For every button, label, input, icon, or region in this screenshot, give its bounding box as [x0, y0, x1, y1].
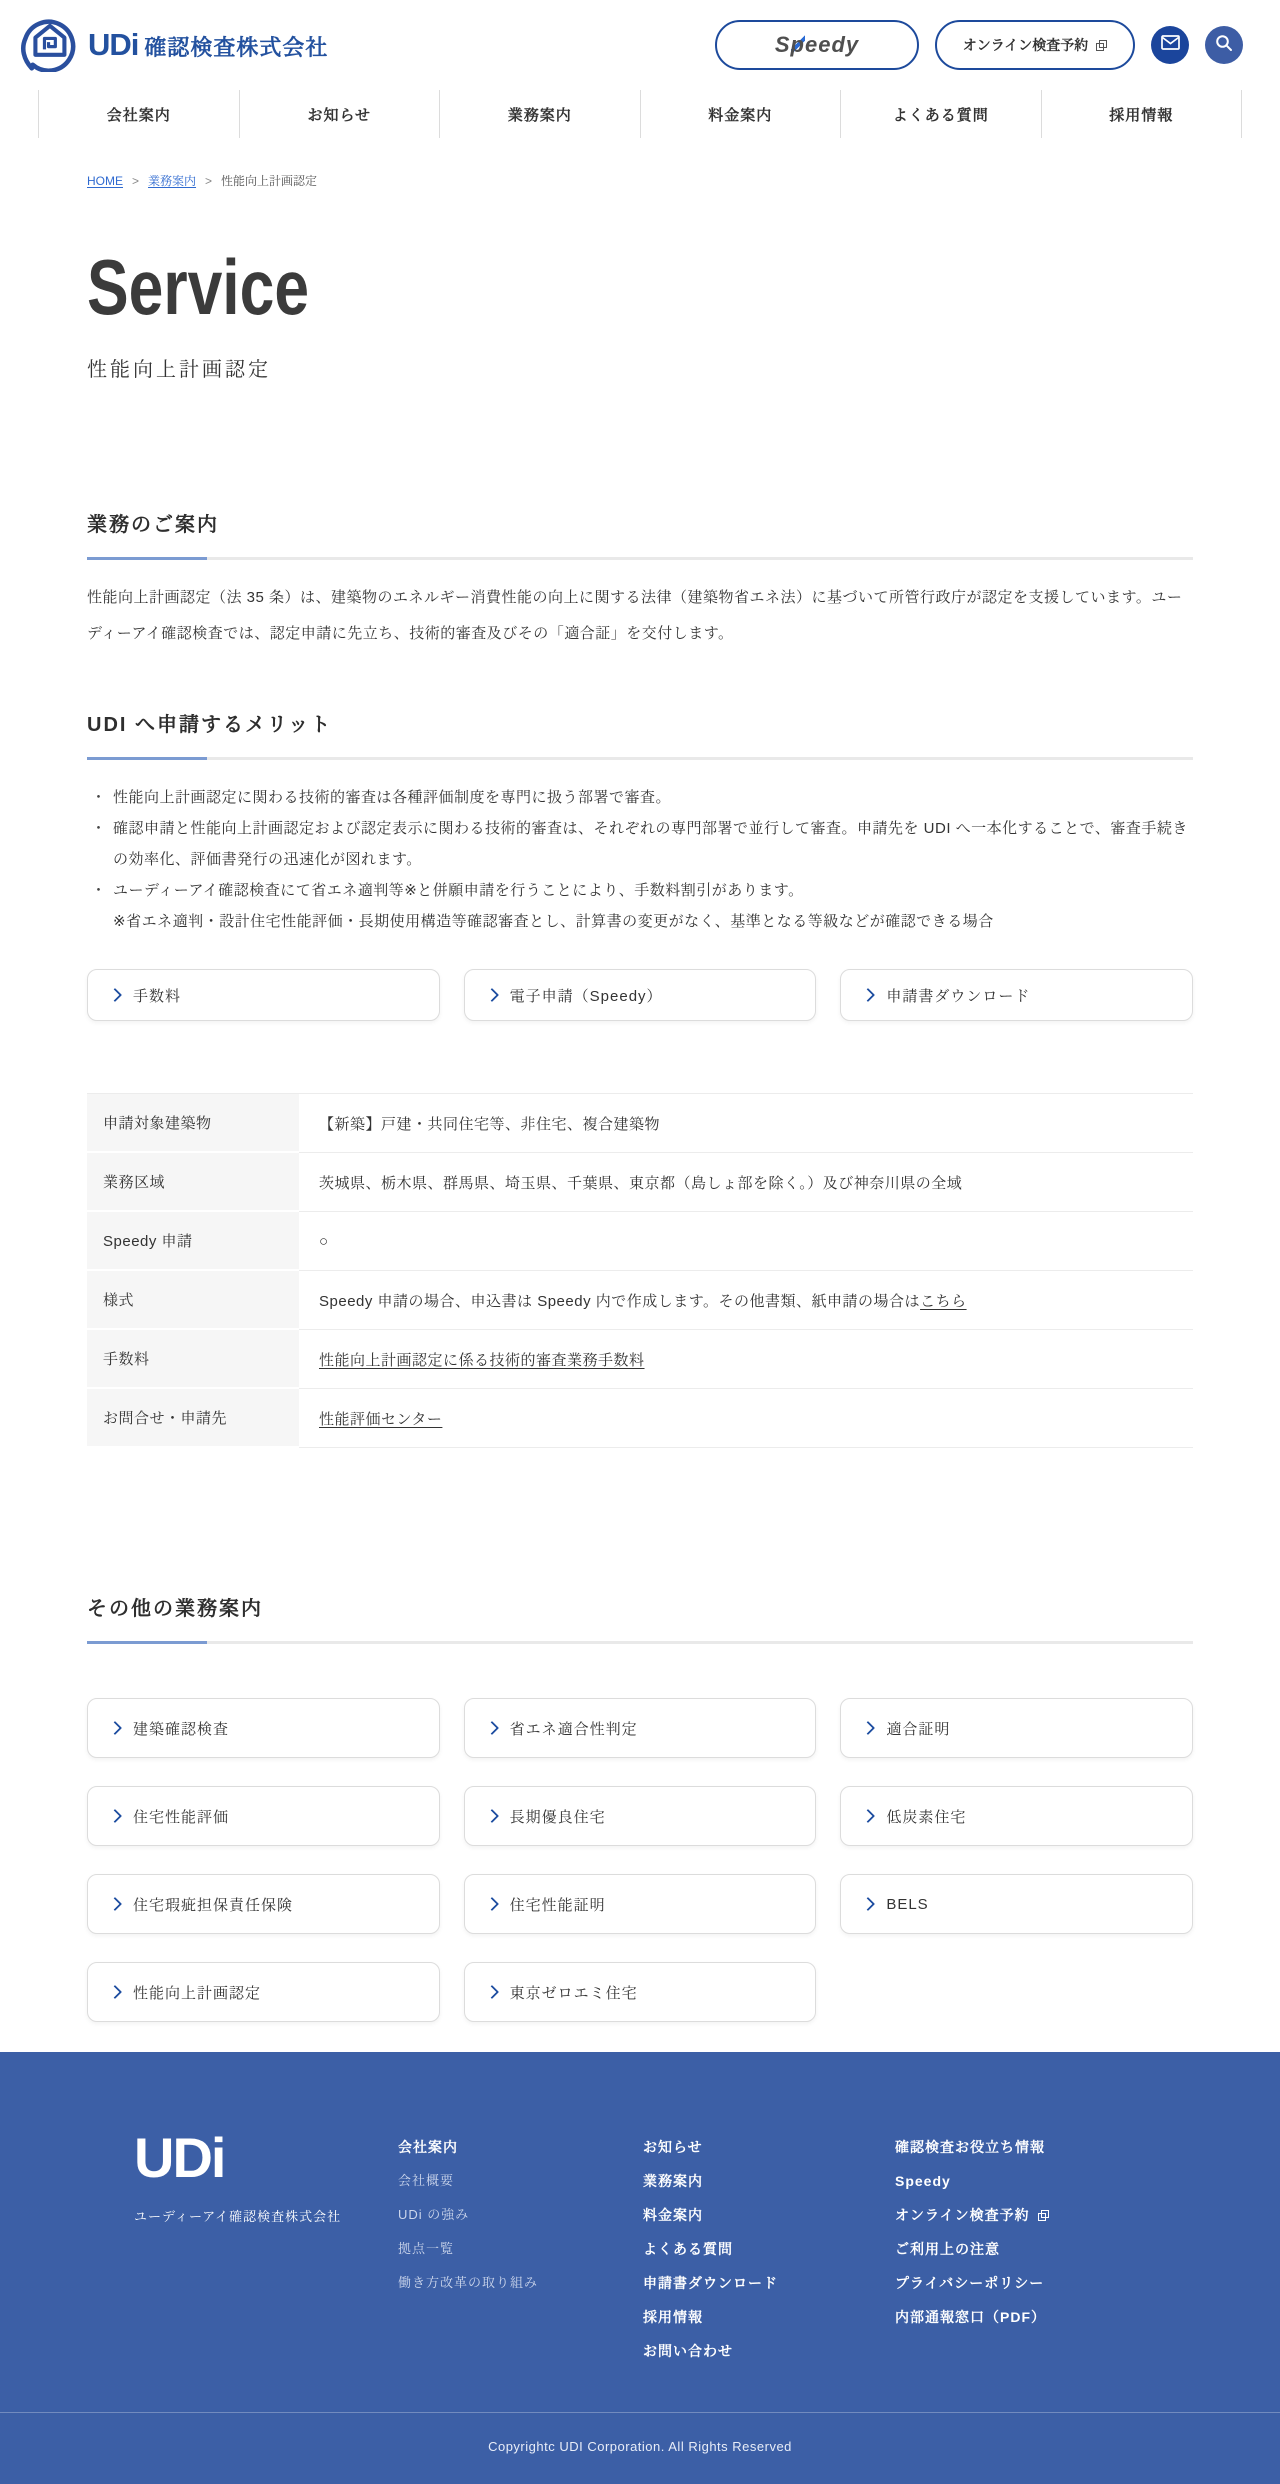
quick-link-speedy-application[interactable]	[464, 969, 817, 1021]
footer-link-speedy[interactable]: Speedy	[895, 2173, 951, 2189]
guide-body: 性能向上計画認定（法 35 条）は、建築物のエネルギー消費性能の向上に関する法律（建築物省エネ法）に基づいて所管行政庁が認定を支援しています。ユーディーアイ確認検査では、認定申請に先立ち、技術的審査及びその「適合証」を交付します。	[87, 589, 1183, 642]
service-link-performance-improvement-plan[interactable]	[87, 1962, 440, 2022]
search-icon	[1215, 34, 1233, 57]
section-guide	[87, 508, 1193, 652]
footer-link-locations[interactable]: 拠点一覧	[398, 2241, 455, 2256]
row-value: 【新築】戸建・共同住宅等、非住宅、複合建築物	[299, 1094, 1193, 1153]
merit-note: ※省エネ適判・設計住宅性能評価・長期使用構造等確認審査とし、計算書の変更がなく、基準となる等級などが確認できる場合	[113, 913, 994, 930]
chevron-right-icon	[485, 988, 499, 1002]
footer-link-fees[interactable]: 料金案内	[643, 2207, 703, 2223]
search-button[interactable]	[1205, 26, 1243, 64]
footer-link-usage-notes[interactable]: ご利用上の注意	[895, 2241, 1000, 2257]
online-reserve-label: オンライン検査予約	[962, 37, 1089, 53]
row-label: 申請対象建築物	[87, 1094, 299, 1153]
evaluation-center-link[interactable]: 性能評価センター	[319, 1410, 443, 1428]
footer-link-useful-info[interactable]: 確認検査お役立ち情報	[895, 2139, 1045, 2155]
row-value: 茨城県、栃木県、群馬県、埼玉県、千葉県、東京都（島しょ部を除く。）及び神奈川県の全域	[299, 1153, 1193, 1212]
nav-item-fees[interactable]: 料金案内	[640, 90, 841, 138]
footer-link-recruit[interactable]: 採用情報	[643, 2309, 703, 2325]
footer-content	[0, 2126, 1280, 2368]
site-logo[interactable]	[20, 14, 328, 77]
chevron-right-icon	[108, 1721, 122, 1735]
footer-link-online-reserve[interactable]	[895, 2198, 1280, 2232]
udi-logo-icon	[20, 14, 78, 77]
site-footer	[0, 2052, 1280, 2484]
table-row	[87, 1330, 1193, 1389]
row-label: 業務区域	[87, 1153, 299, 1212]
service-link-long-term-quality-housing[interactable]	[464, 1786, 817, 1846]
footer-link-udi-strengths[interactable]: UDi の強み	[398, 2207, 470, 2222]
copyright-text: Copyrightc UDI Corporation. All Rights Reserved	[488, 2439, 792, 2454]
breadcrumb-separator: >	[205, 173, 213, 188]
chevron-right-icon	[485, 1897, 499, 1911]
row-value-text: Speedy 申請の場合、申込書は Speedy 内で作成します。その他書類、紙申請の場合は	[319, 1292, 921, 1310]
logo-brand: UDi	[88, 27, 139, 62]
row-label: お問合せ・申請先	[87, 1389, 299, 1448]
online-reserve-button[interactable]	[935, 20, 1135, 70]
breadcrumb	[87, 172, 1193, 189]
service-link-label: 住宅性能証明	[509, 1896, 606, 1914]
chevron-right-icon	[108, 1985, 122, 1999]
section-other-services	[87, 1592, 1193, 2022]
quick-link-download[interactable]	[840, 969, 1193, 1021]
chevron-right-icon	[108, 988, 122, 1002]
row-label: 手数料	[87, 1330, 299, 1389]
footer-link-news[interactable]: お知らせ	[643, 2139, 703, 2155]
footer-link-whistleblower-pdf[interactable]: 内部通報窓口（PDF）	[895, 2309, 1046, 2325]
chevron-right-icon	[861, 1721, 875, 1735]
kochira-link[interactable]: こちら	[920, 1292, 967, 1310]
speedy-logo: Speedy	[774, 32, 860, 57]
section-divider	[87, 757, 1193, 760]
row-value	[299, 1271, 1193, 1330]
service-link-energy-conformity[interactable]	[464, 1698, 817, 1758]
breadcrumb-current: 性能向上計画認定	[221, 174, 318, 188]
external-link-icon	[1038, 2210, 1049, 2221]
guide-heading: 業務のご案内	[87, 514, 219, 536]
table-row	[87, 1271, 1193, 1330]
fees-detail-link[interactable]: 性能向上計画認定に係る技術的審査業務手数料	[319, 1351, 645, 1369]
logo-text	[88, 27, 328, 63]
service-link-housing-performance-certificate[interactable]	[464, 1874, 817, 1934]
breadcrumb-services[interactable]: 業務案内	[148, 174, 197, 188]
footer-column-site	[643, 2130, 895, 2368]
row-label: 様式	[87, 1271, 299, 1330]
quick-link-fees[interactable]	[87, 969, 440, 1021]
table-row	[87, 1153, 1193, 1212]
service-link-label: 建築確認検査	[133, 1720, 230, 1738]
footer-link-contact[interactable]: お問い合わせ	[643, 2343, 733, 2359]
quick-link-label: 電子申請（Speedy）	[509, 987, 663, 1005]
service-link-low-carbon-housing[interactable]	[840, 1786, 1193, 1846]
row-value	[299, 1330, 1193, 1389]
service-link-label: 省エネ適合性判定	[509, 1720, 638, 1738]
footer-link-services[interactable]: 業務案内	[643, 2173, 703, 2189]
contact-mail-button[interactable]	[1151, 26, 1189, 64]
page-title: Service	[87, 243, 310, 331]
page-subtitle: 性能向上計画認定	[87, 359, 271, 381]
footer-link-faq[interactable]: よくある質問	[643, 2241, 733, 2257]
section-merit	[87, 708, 1193, 937]
service-spec-table	[87, 1093, 1193, 1448]
row-value	[299, 1389, 1193, 1448]
chevron-right-icon	[485, 1721, 499, 1735]
section-divider	[87, 1641, 1193, 1644]
footer-brand-logo: UDi	[134, 2126, 225, 2189]
footer-link-workstyle-reform[interactable]: 働き方改革の取り組み	[398, 2275, 539, 2290]
footer-link-download[interactable]: 申請書ダウンロード	[643, 2275, 778, 2291]
main-nav	[38, 90, 1242, 138]
service-link-label: 適合証明	[886, 1720, 951, 1738]
others-heading: その他の業務案内	[87, 1598, 263, 1620]
quick-link-label: 申請書ダウンロード	[886, 987, 1031, 1005]
quick-link-label: 手数料	[133, 987, 182, 1005]
footer-online-reserve-label: オンライン検査予約	[895, 2207, 1030, 2223]
merit-list	[87, 782, 1193, 906]
merit-item: ・ ユーディーアイ確認検査にて省エネ適判等※と併願申請を行うことにより、手数料割引があります。	[87, 875, 1193, 906]
breadcrumb-home[interactable]: HOME	[87, 173, 123, 188]
site-header	[0, 0, 1280, 138]
quick-links	[87, 969, 1193, 1021]
service-link-defect-liability-insurance[interactable]	[87, 1874, 440, 1934]
envelope-icon	[1161, 35, 1180, 55]
chevron-right-icon	[861, 988, 875, 1002]
service-link-building-inspection[interactable]	[87, 1698, 440, 1758]
other-services-grid	[87, 1698, 1193, 2022]
service-link-bels[interactable]	[840, 1874, 1193, 1934]
nav-item-recruit[interactable]: 採用情報	[1041, 90, 1243, 138]
table-row	[87, 1094, 1193, 1153]
merit-item: ・ 確認申請と性能向上計画認定および認定表示に関わる技術的審査は、それぞれの専門部署で並行して審査。申請先を UDI へ一本化することで、審査手続きの効率化、評価書発行の迅速化が図れます。	[87, 813, 1193, 875]
footer-link-company-guide[interactable]: 会社案内	[398, 2139, 458, 2155]
chevron-right-icon	[861, 1809, 875, 1823]
service-link-housing-performance-evaluation[interactable]	[87, 1786, 440, 1846]
chevron-right-icon	[485, 1809, 499, 1823]
nav-item-services[interactable]: 業務案内	[439, 90, 640, 138]
footer-column-company	[398, 2130, 643, 2368]
row-label: Speedy 申請	[87, 1212, 299, 1271]
service-link-label: 住宅性能評価	[133, 1808, 230, 1826]
service-link-tokyo-zero-emission-housing[interactable]	[464, 1962, 817, 2022]
service-link-label: 長期優良住宅	[509, 1808, 606, 1826]
nav-item-faq[interactable]: よくある質問	[840, 90, 1041, 138]
nav-item-news[interactable]: お知らせ	[239, 90, 440, 138]
footer-link-company-overview[interactable]: 会社概要	[398, 2173, 455, 2188]
speedy-button[interactable]	[715, 20, 919, 70]
header-actions	[715, 20, 1243, 70]
table-row	[87, 1389, 1193, 1448]
row-value: ○	[299, 1212, 1193, 1271]
header-top	[0, 0, 1280, 90]
footer-logo-block[interactable]	[134, 2126, 398, 2368]
table-row	[87, 1212, 1193, 1271]
merit-item: ・ 性能向上計画認定に関わる技術的審査は各種評価制度を専門に扱う部署で審査。	[87, 782, 1193, 813]
service-link-label: 住宅瑕疵担保責任保険	[133, 1896, 294, 1914]
external-link-icon	[1096, 40, 1107, 51]
merit-heading: UDI へ申請するメリット	[87, 714, 333, 736]
footer-company-name: ユーディーアイ確認検査株式会社	[134, 2209, 342, 2224]
chevron-right-icon	[861, 1897, 875, 1911]
service-link-label: BELS	[886, 1895, 929, 1913]
service-link-conformity-certificate[interactable]	[840, 1698, 1193, 1758]
chevron-right-icon	[108, 1897, 122, 1911]
service-link-label: 東京ゼロエミ住宅	[509, 1984, 638, 2002]
logo-company-name: 確認検査株式会社	[144, 35, 329, 60]
nav-item-company[interactable]: 会社案内	[38, 90, 239, 138]
service-link-label: 性能向上計画認定	[133, 1984, 262, 2002]
chevron-right-icon	[108, 1809, 122, 1823]
breadcrumb-separator: >	[132, 173, 140, 188]
footer-column-info	[895, 2130, 1280, 2368]
section-divider	[87, 557, 1193, 560]
chevron-right-icon	[485, 1985, 499, 1999]
footer-link-privacy-policy[interactable]: プライバシーポリシー	[895, 2275, 1045, 2291]
service-link-label: 低炭素住宅	[886, 1808, 967, 1826]
